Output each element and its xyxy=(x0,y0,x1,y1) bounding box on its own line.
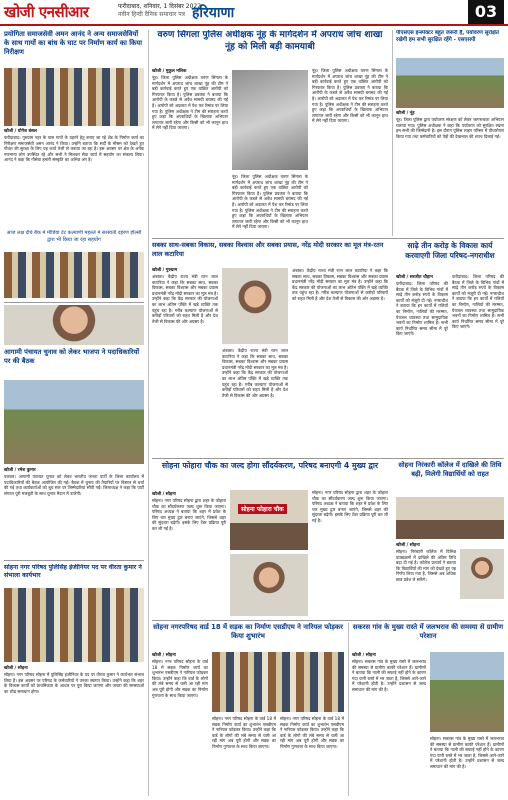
story-6-body: अंबाला। केंद्रीय राज्य मंत्री रतन लाल कटारिया ने कहा कि सबका साथ, सबका विकास, सबका विश्वास और सबका प्रयास प्रधानमंत्री नरेंद्र मोदी सरकार का मूल मंत्र है। उन्होंने कहा कि केंद्र सरकार की योजनाओं का लाभ अंतिम पंक्ति में खड़े व्यक्ति तक पहुंच रहा है। गरीब कल्याण योजनाओं से करोड़ों परिवारों को राहत मिली है और देश तेजी से विकास की ओर अग्रसर है। xyxy=(152,274,218,324)
story-8-headline: सोहना फोहारा चौक का जल्द होगा सौंदर्यकरण, परिषद बनाएगी 4 मुख्य द्वार xyxy=(161,461,379,470)
section-tab xyxy=(178,1,468,23)
story-1-subhead: आज लक्ष दीर्घ बैंक मे मीडिया टेंट कल्याणी महल्ले मे सरस्वती दहरण हॉल्सी द्वारा भी किया जा रहा सहयोग xyxy=(6,230,142,243)
story-10-byline: खोजी / सोहना xyxy=(152,653,176,658)
story-1-body: फरीदाबाद। गुरुग्राम नहर के पास गायों के ठहरने हेतु बनाए जा रहे शेड के निर्माण कार्य का निरीक्षण समाजसेवी अमन आनंद ने किया। उन्होंने बताया कि सर्दी के मौसम को देखते हुए गौवंश की सुरक्षा के लिए यह कार्य तेजी से कराया जा रहा है। इस अवसर पर क्षेत्र के अनेक गणमान्य लोग उपस्थित रहे और सभी ने मिलकर सेवा कार्य में सहयोग का संकल्प लिया। आनंद ने कहा कि गौसेवा हमारी संस्कृति का अभिन्न अंग है। xyxy=(4,135,144,163)
story-2-photo-2 xyxy=(4,380,144,464)
story-10-photo xyxy=(212,652,344,712)
story-6-body-2: अंबाला। केंद्रीय राज्य मंत्री रतन लाल कटारिया ने कहा कि सबका साथ, सबका विकास, सबका विश्वास और सबका प्रयास प्रधानमंत्री नरेंद्र मोदी सरकार का मूल मंत्र है। उन्होंने कहा कि केंद्र सरकार की योजनाओं का लाभ अंतिम पंक्ति में खड़े व्यक्ति तक पहुंच रहा है। गरीब कल्याण योजनाओं से करोड़ों परिवारों को राहत मिली है और देश तेजी से विकास की ओर अग्रसर है। xyxy=(222,348,288,398)
divider xyxy=(152,458,504,459)
story-3-byline: खोजी / सोहना xyxy=(4,666,28,671)
story-8-photo-label: सोहना फोहारा चौक xyxy=(238,504,287,514)
column-divider xyxy=(148,30,149,796)
page-number: 03 xyxy=(468,0,504,24)
story-7-byline: खोजी / सरजीत चौहान xyxy=(396,275,433,280)
story-4-photo xyxy=(232,70,308,170)
story-4-byline: खोजी / मुकुल मलिक xyxy=(152,69,187,74)
story-4-body-3: नूंह। जिला पुलिस अधीक्षक वरुण सिंगला के मार्गदर्शन में अपराध जांच शाखा नूंह की टीम ने बड़ी कार्रवाई करते हुए एक वांछित आरोपी को गिरफ्तार किया है। पुलिस प्रवक्ता ने बताया कि आरोपी के कब्जे से अवैध सामग्री बरामद की गई है। आरोपी को अदालत में पेश कर रिमांड पर लिया गया है। पुलिस अधीक्षक ने टीम की सराहना करते हुए कहा कि अपराधियों के खिलाफ अभियान लगातार जारी रहेगा और किसी को भी कानून हाथ में लेने नहीं दिया जाएगा। xyxy=(312,68,388,124)
story-10-headline: सोहना नगरपरिषद वार्ड 18 में सड़क का निर्माण एसडीएम ने नारियल फोड़कर किया शुभारंभ xyxy=(153,623,343,640)
story-1-headline: प्रयोगिता समाजसेवी अमन आनंद ने अन्य समाजसेवियों के साथ गायों का बांध के घाट पर निर्माण कार्य का किया निरीक्षण xyxy=(4,30,142,56)
story-11-byline: खोजी / सोहना xyxy=(352,653,376,658)
story-10-body: सोहना। नगर परिषद सोहना के वार्ड 18 में सड़क निर्माण कार्य का शुभारंभ एसडीएम ने नारियल फोड़कर किया। उन्होंने कहा कि वार्ड के लोगों की लंबे समय से चली आ रही मांग अब पूरी होगी और सड़क का निर्माण गुणवत्ता के साथ किया जाएगा। xyxy=(152,659,208,698)
story-6-headline: सबका साथ-सबका विकास, सबका विश्वास और सबका प्रयास, नरेंद्र मोदी सरकार का मूल मंत्र-रतन लाल कटारिया xyxy=(152,241,384,258)
story-4-body: नूंह। जिला पुलिस अधीक्षक वरुण सिंगला के मार्गदर्शन में अपराध जांच शाखा नूंह की टीम ने बड़ी कार्रवाई करते हुए एक वांछित आरोपी को गिरफ्तार किया है। पुलिस प्रवक्ता ने बताया कि आरोपी के कब्जे से अवैध सामग्री बरामद की गई है। आरोपी को अदालत में पेश कर रिमांड पर लिया गया है। पुलिस अधीक्षक ने टीम की सराहना करते हुए कहा कि अपराधियों के खिलाफ अभियान लगातार जारी रहेगा और किसी को भी कानून हाथ में लेने नहीं दिया जाएगा। xyxy=(152,75,228,131)
story-8-photo-2 xyxy=(230,554,308,616)
story-8-body: सोहना। नगर परिषद सोहना द्वारा शहर के फोहारा चौक का सौंदर्यकरण जल्द शुरू किया जाएगा। परिषद अध्यक्ष ने बताया कि शहर में प्रवेश के लिए चार मुख्य द्वार बनाए जाएंगे, जिससे शहर की सुंदरता बढ़ेगी। इसके लिए टेंडर प्रक्रिया पूरी कर ली गई है। xyxy=(152,498,226,531)
story-5-photo xyxy=(396,58,504,108)
story-9-body: सोहना। निरंकारी कॉलेज में विभिन्न पाठ्यक्रमों में दाखिले की अंतिम तिथि बढ़ा दी गई है। कॉलेज प्राचार्य ने बताया कि विद्यार्थियों की मांग को देखते हुए यह निर्णय लिया गया है, जिससे अब अधिक छात्र प्रवेश ले सकेंगे। xyxy=(396,549,456,582)
story-5-body: नूंह। जिला पुलिस द्वारा पर्यावरण संरक्षण को लेकर जागरूकता अभियान चलाया गया। पुलिस अधीक्षक ने कहा कि पर्यावरण को सुरक्षित रखना हम सभी की जिम्मेदारी है। इस दौरान पुलिस लाइन परिसर में पौधारोपण किया गया तथा कर्मचारियों को पेड़ों की देखभाल की शपथ दिलाई गई। xyxy=(396,117,504,139)
story-1-byline: खोजी / योगेश बंसल xyxy=(4,129,37,134)
story-3-photo xyxy=(4,588,144,662)
story-5-byline: खोजी / नूंह xyxy=(396,111,415,116)
story-9-photo-2 xyxy=(460,549,504,599)
story-3-headline: सोहना नगर परिषद पुलिसिंह इंजीनियर पद पर वीरता कुमार ने संभाला कार्यभार xyxy=(4,564,142,579)
story-6-byline: खोजी / गुरुग्राम xyxy=(152,268,178,273)
story-9-headline: सोहना निरंकारी कॉलेज में दाखिले की तिथि बढ़ी, मिलेगी विद्यार्थियों को राहत xyxy=(398,461,502,478)
story-7-body: फरीदाबाद। जिला परिषद की बैठक में जिले के विभिन्न गांवों में साढ़े तीन करोड़ रुपये के विकास कार्यों को मंजूरी दी गई। नगराधीश ने बताया कि इन कार्यों में गलियों का निर्माण, नालियों की मरम्मत, पेयजल व्यवस्था तथा सामुदायिक भवनों का निर्माण शामिल है। सभी कार्य निर्धारित समय सीमा में पूरे किए जाएंगे। xyxy=(396,281,448,337)
story-2-photo xyxy=(4,305,144,345)
story-10-body-3: सोहना। नगर परिषद सोहना के वार्ड 18 में सड़क निर्माण कार्य का शुभारंभ एसडीएम ने नारियल फोड़कर किया। उन्होंने कहा कि वार्ड के लोगों की लंबे समय से चली आ रही मांग अब पूरी होगी और सड़क का निर्माण गुणवत्ता के साथ किया जाएगा। xyxy=(280,716,344,749)
story-11-photo xyxy=(430,652,504,732)
divider xyxy=(4,560,144,561)
story-11-headline: सकरस गांव के मुख्य रास्ते में जलभराव की समस्या से ग्रामीण परेशान xyxy=(352,623,504,640)
story-10-body-2: सोहना। नगर परिषद सोहना के वार्ड 18 में सड़क निर्माण कार्य का शुभारंभ एसडीएम ने नारियल फोड़कर किया। उन्होंने कहा कि वार्ड के लोगों की लंबे समय से चली आ रही मांग अब पूरी होगी और सड़क का निर्माण गुणवत्ता के साथ किया जाएगा। xyxy=(212,716,276,749)
story-1-photo-2 xyxy=(4,252,144,298)
story-9-photo xyxy=(396,497,504,539)
divider xyxy=(152,620,504,621)
story-8-byline: खोजी / सोहना xyxy=(152,492,176,497)
story-5-headline: पीएसएस इन्स्पेक्टर बहुत जरूरी है, पर्यावरण सुरक्षित रखेगी हम सभी सुरक्षित रहेंगे - एसएसपी xyxy=(396,30,499,43)
masthead xyxy=(0,0,508,26)
divider xyxy=(4,302,144,303)
story-3-body: सोहना। नगर परिषद सोहना में पुलिसिंह इंजीनियर के पद पर वीरता कुमार ने कार्यभार संभाल लिया है। इस अवसर पर परिषद के कर्मचारियों ने उनका स्वागत किया। उन्होंने कहा कि शहर के विकास कार्यों को प्राथमिकता के आधार पर पूरा किया जाएगा और जनता की समस्याओं का शीघ्र समाधान होगा। xyxy=(4,672,144,694)
story-2-body: पलवल। आगामी पंचायत चुनाव को लेकर भारतीय जनता पार्टी के जिला कार्यालय में पदाधिकारियों की बैठक आयोजित की गई। बैठक में चुनाव की तैयारियों पर विस्तार से चर्चा की गई तथा कार्यकर्ताओं को बूथ स्तर पर जिम्मेदारियां सौंपी गईं। जिलाध्यक्ष ने कहा कि पार्टी संगठन पूरी मजबूती के साथ चुनाव मैदान में उतरेगी। xyxy=(4,474,144,496)
newspaper-logo: खोजी एनसीआर xyxy=(4,3,89,21)
section-name: हरियाणा xyxy=(192,5,235,21)
story-4-body-2: नूंह। जिला पुलिस अधीक्षक वरुण सिंगला के मार्गदर्शन में अपराध जांच शाखा नूंह की टीम ने बड़ी कार्रवाई करते हुए एक वांछित आरोपी को गिरफ्तार किया है। पुलिस प्रवक्ता ने बताया कि आरोपी के कब्जे से अवैध सामग्री बरामद की गई है। आरोपी को अदालत में पेश कर रिमांड पर लिया गया है। पुलिस अधीक्षक ने टीम की सराहना करते हुए कहा कि अपराधियों के खिलाफ अभियान लगातार जारी रहेगा और किसी को भी कानून हाथ में लेने नहीं दिया जाएगा। xyxy=(232,174,308,230)
story-7-body-2: फरीदाबाद। जिला परिषद की बैठक में जिले के विभिन्न गांवों में साढ़े तीन करोड़ रुपये के विकास कार्यों को मंजूरी दी गई। नगराधीश ने बताया कि इन कार्यों में गलियों का निर्माण, नालियों की मरम्मत, पेयजल व्यवस्था तथा सामुदायिक भवनों का निर्माण शामिल है। सभी कार्य निर्धारित समय सीमा में पूरे किए जाएंगे। xyxy=(452,274,504,330)
story-9-byline: खोजी / सोहना xyxy=(396,543,420,548)
story-2-headline: आगामी पंचायत चुनाव को लेकर भाजपा ने पदाधिकारियों पर की बैठक xyxy=(4,348,140,365)
dateline-tagline: नवीन हिन्दी दैनिक समाचार पत्र xyxy=(118,11,185,18)
story-4-headline: वरुण सिंगला पुलिस अधीक्षक नूंह के मार्गदर्शन में अपराध जांच शाखा नूंह को मिली बड़ी कामयाबी xyxy=(157,30,383,52)
column-divider xyxy=(348,623,349,796)
story-6-photo xyxy=(222,268,288,344)
divider xyxy=(152,238,504,239)
story-2-byline: खोजी / रमेश कुमार xyxy=(4,468,36,473)
story-7-headline: साढ़े तीन करोड़ के विकास कार्य करवाएगी जिला परिषद-नगराधीश xyxy=(405,241,495,260)
story-8-body-2: सोहना। नगर परिषद सोहना द्वारा शहर के फोहारा चौक का सौंदर्यकरण जल्द शुरू किया जाएगा। परिषद अध्यक्ष ने बताया कि शहर में प्रवेश के लिए चार मुख्य द्वार बनाए जाएंगे, जिससे शहर की सुंदरता बढ़ेगी। इसके लिए टेंडर प्रक्रिया पूरी कर ली गई है। xyxy=(312,490,388,523)
story-1-photo xyxy=(4,68,144,126)
story-11-body: सोहना। सकरस गांव के मुख्य रास्ते में जलभराव की समस्या से ग्रामीण काफी परेशान हैं। ग्रामीणों ने बताया कि नाली की सफाई नहीं होने के कारण गंदा पानी रास्ते में भर जाता है, जिससे आने-जाने में परेशानी होती है। उन्होंने प्रशासन से जल्द समाधान की मांग की है। xyxy=(352,659,426,692)
story-11-body-2: सोहना। सकरस गांव के मुख्य रास्ते में जलभराव की समस्या से ग्रामीण काफी परेशान हैं। ग्रामीणों ने बताया कि नाली की सफाई नहीं होने के कारण गंदा पानी रास्ते में भर जाता है, जिससे आने-जाने में परेशानी होती है। उन्होंने प्रशासन से जल्द समाधान की मांग की है। xyxy=(430,736,504,769)
story-8-photo xyxy=(230,490,308,550)
story-6-body-3: अंबाला। केंद्रीय राज्य मंत्री रतन लाल कटारिया ने कहा कि सबका साथ, सबका विकास, सबका विश्वास और सबका प्रयास प्रधानमंत्री नरेंद्र मोदी सरकार का मूल मंत्र है। उन्होंने कहा कि केंद्र सरकार की योजनाओं का लाभ अंतिम पंक्ति में खड़े व्यक्ति तक पहुंच रहा है। गरीब कल्याण योजनाओं से करोड़ों परिवारों को राहत मिली है और देश तेजी से विकास की ओर अग्रसर है। xyxy=(292,268,388,301)
column-divider xyxy=(392,30,393,236)
dateline-date: फरीदाबाद, शनिवार, 1 दिसंबर 2022 xyxy=(118,3,202,10)
